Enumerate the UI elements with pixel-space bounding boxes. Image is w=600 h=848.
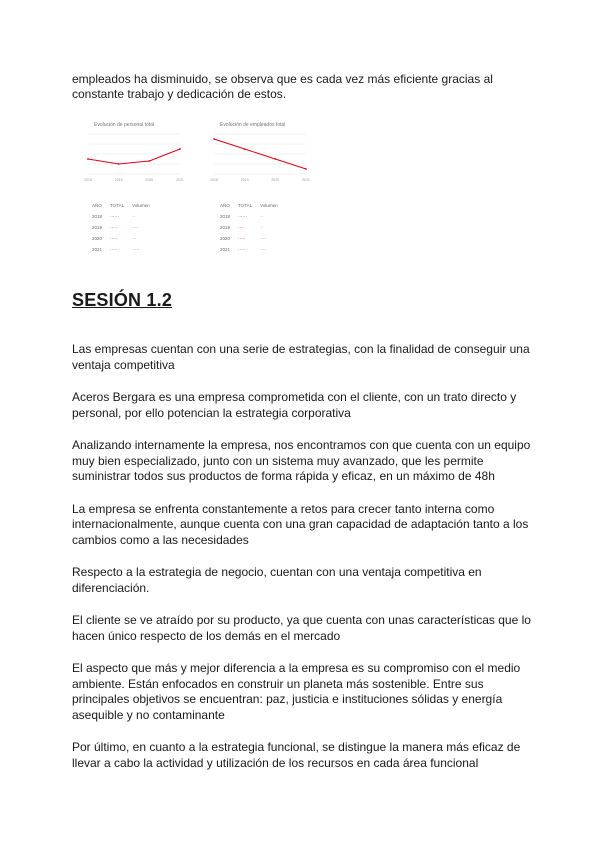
- table-row: [88, 211, 154, 222]
- paragraph: El aspecto que más y mejor diferencia a la empresa es su compromiso con el medio ambiente. Están enfocados en construir un planeta más sostenible. Entre sus principales objetivos se encuentran: paz, justicia e instituciones sólidas y energía asequible y no contaminante: [72, 661, 521, 722]
- table-header-row: [88, 200, 154, 211]
- chart-2-title: Evolución de empleados total: [220, 122, 286, 128]
- table-header: TOTAL: [238, 203, 253, 208]
- intro-paragraph: empleados ha disminuido, se observa que es cada vez más eficiente gracias al constante trabajo y dedicación de estos.: [72, 72, 493, 101]
- data-point: [213, 138, 215, 140]
- table-cell: 2018: [92, 214, 103, 219]
- table-row: [216, 233, 282, 244]
- table-header: Volumen: [132, 203, 150, 208]
- x-tick-label: 2018: [84, 178, 92, 182]
- data-point: [179, 148, 181, 150]
- table-cell: ······: [238, 214, 248, 219]
- table-row: [216, 211, 282, 222]
- table-cell: ······: [110, 247, 120, 252]
- data-point: [274, 158, 276, 160]
- table-row: [88, 233, 154, 244]
- x-tick-label: 2021: [176, 178, 184, 182]
- table-cell: ····: [260, 236, 267, 241]
- chart-personal-total: [80, 122, 190, 184]
- chart-empleados-total: [206, 122, 316, 184]
- paragraph: Analizando internamente la empresa, nos encontramos con que cuenta con un equipo muy bien especializado, junto con un sistema muy avanzado, que les permite suministrar todos sus productos de forma rápida y eficaz, en un máximo de 48h: [72, 438, 531, 483]
- data-point: [305, 168, 307, 170]
- table-cell: ·····: [110, 225, 118, 230]
- table-header-row: [216, 200, 282, 211]
- paragraph: Por último, en cuanto a la estrategia funcional, se distingue la manera más eficaz de llevar a cabo la actividad y utilización de los recursos en cada área funcional: [72, 740, 521, 770]
- data-point: [87, 158, 89, 160]
- paragraph: El cliente se ve atraído por su producto, ya que cuenta con unas características que lo hacen único respecto de los demás en el mercado: [72, 613, 531, 643]
- table-header: AÑO: [220, 203, 230, 208]
- table-header: AÑO: [92, 203, 102, 208]
- table-row: [88, 222, 154, 233]
- table-cell: ·····: [110, 236, 118, 241]
- table-cell: 2019: [220, 225, 231, 230]
- paragraph: Respecto a la estrategia de negocio, cuentan con una ventaja competitiva en diferenciación.: [72, 565, 482, 595]
- x-tick-label: 2020: [145, 178, 154, 182]
- paragraph: La empresa se enfrenta constantemente a retos para crecer tanto interna como internacionalmente, aunque cuenta con una gran capacidad de adaptación tanto a los cambios como a las necesidades: [72, 501, 529, 547]
- table-header: TOTAL: [110, 203, 125, 208]
- paragraph: Aceros Bergara es una empresa comprometida con el cliente, con un trato directo y personal, por ello potencian la estrategia corporativa: [72, 390, 517, 420]
- chart-1-data-table: [88, 200, 154, 255]
- table-cell: 2018: [220, 214, 231, 219]
- table-cell: ····: [260, 247, 267, 252]
- table-header: Volumen: [260, 203, 278, 208]
- table-cell: 2021: [220, 247, 231, 252]
- x-tick-label: 2021: [302, 178, 310, 182]
- table-cell: ····: [132, 225, 139, 230]
- series-line: [88, 149, 180, 164]
- table-cell: 2020: [220, 236, 231, 241]
- paragraph: Las empresas cuentan con una serie de estrategias, con la finalidad de conseguir una ventaja competitiva: [72, 342, 530, 372]
- data-point: [148, 160, 150, 162]
- table-row: [216, 244, 282, 255]
- table-row: [88, 244, 154, 255]
- table-row: [216, 222, 282, 233]
- section-title: SESIÓN 1.2: [72, 290, 173, 310]
- table-cell: ··: [260, 214, 264, 219]
- data-point: [118, 163, 120, 165]
- table-cell: ······: [238, 247, 248, 252]
- table-cell: 2019: [92, 225, 103, 230]
- chart-1-svg: [80, 122, 190, 184]
- x-tick-label: 2020: [271, 178, 280, 182]
- table-cell: ······: [110, 214, 120, 219]
- chart-1-title: Evolución de personal total: [94, 122, 155, 128]
- chart-2-data-table: [216, 200, 282, 255]
- x-tick-label: 2019: [114, 178, 123, 182]
- table-cell: ··: [132, 214, 136, 219]
- table-cell: ·····: [238, 236, 246, 241]
- table-cell: ··: [260, 225, 264, 230]
- section-body: [72, 342, 532, 788]
- chart-2-svg: [206, 122, 316, 184]
- x-tick-label: 2019: [240, 178, 249, 182]
- table-cell: ····: [238, 225, 245, 230]
- table-cell: 2021: [92, 247, 103, 252]
- table-cell: ···: [132, 236, 137, 241]
- table-cell: 2020: [92, 236, 103, 241]
- data-point: [244, 148, 246, 150]
- x-tick-label: 2018: [210, 178, 218, 182]
- table-cell: ·····: [132, 247, 140, 252]
